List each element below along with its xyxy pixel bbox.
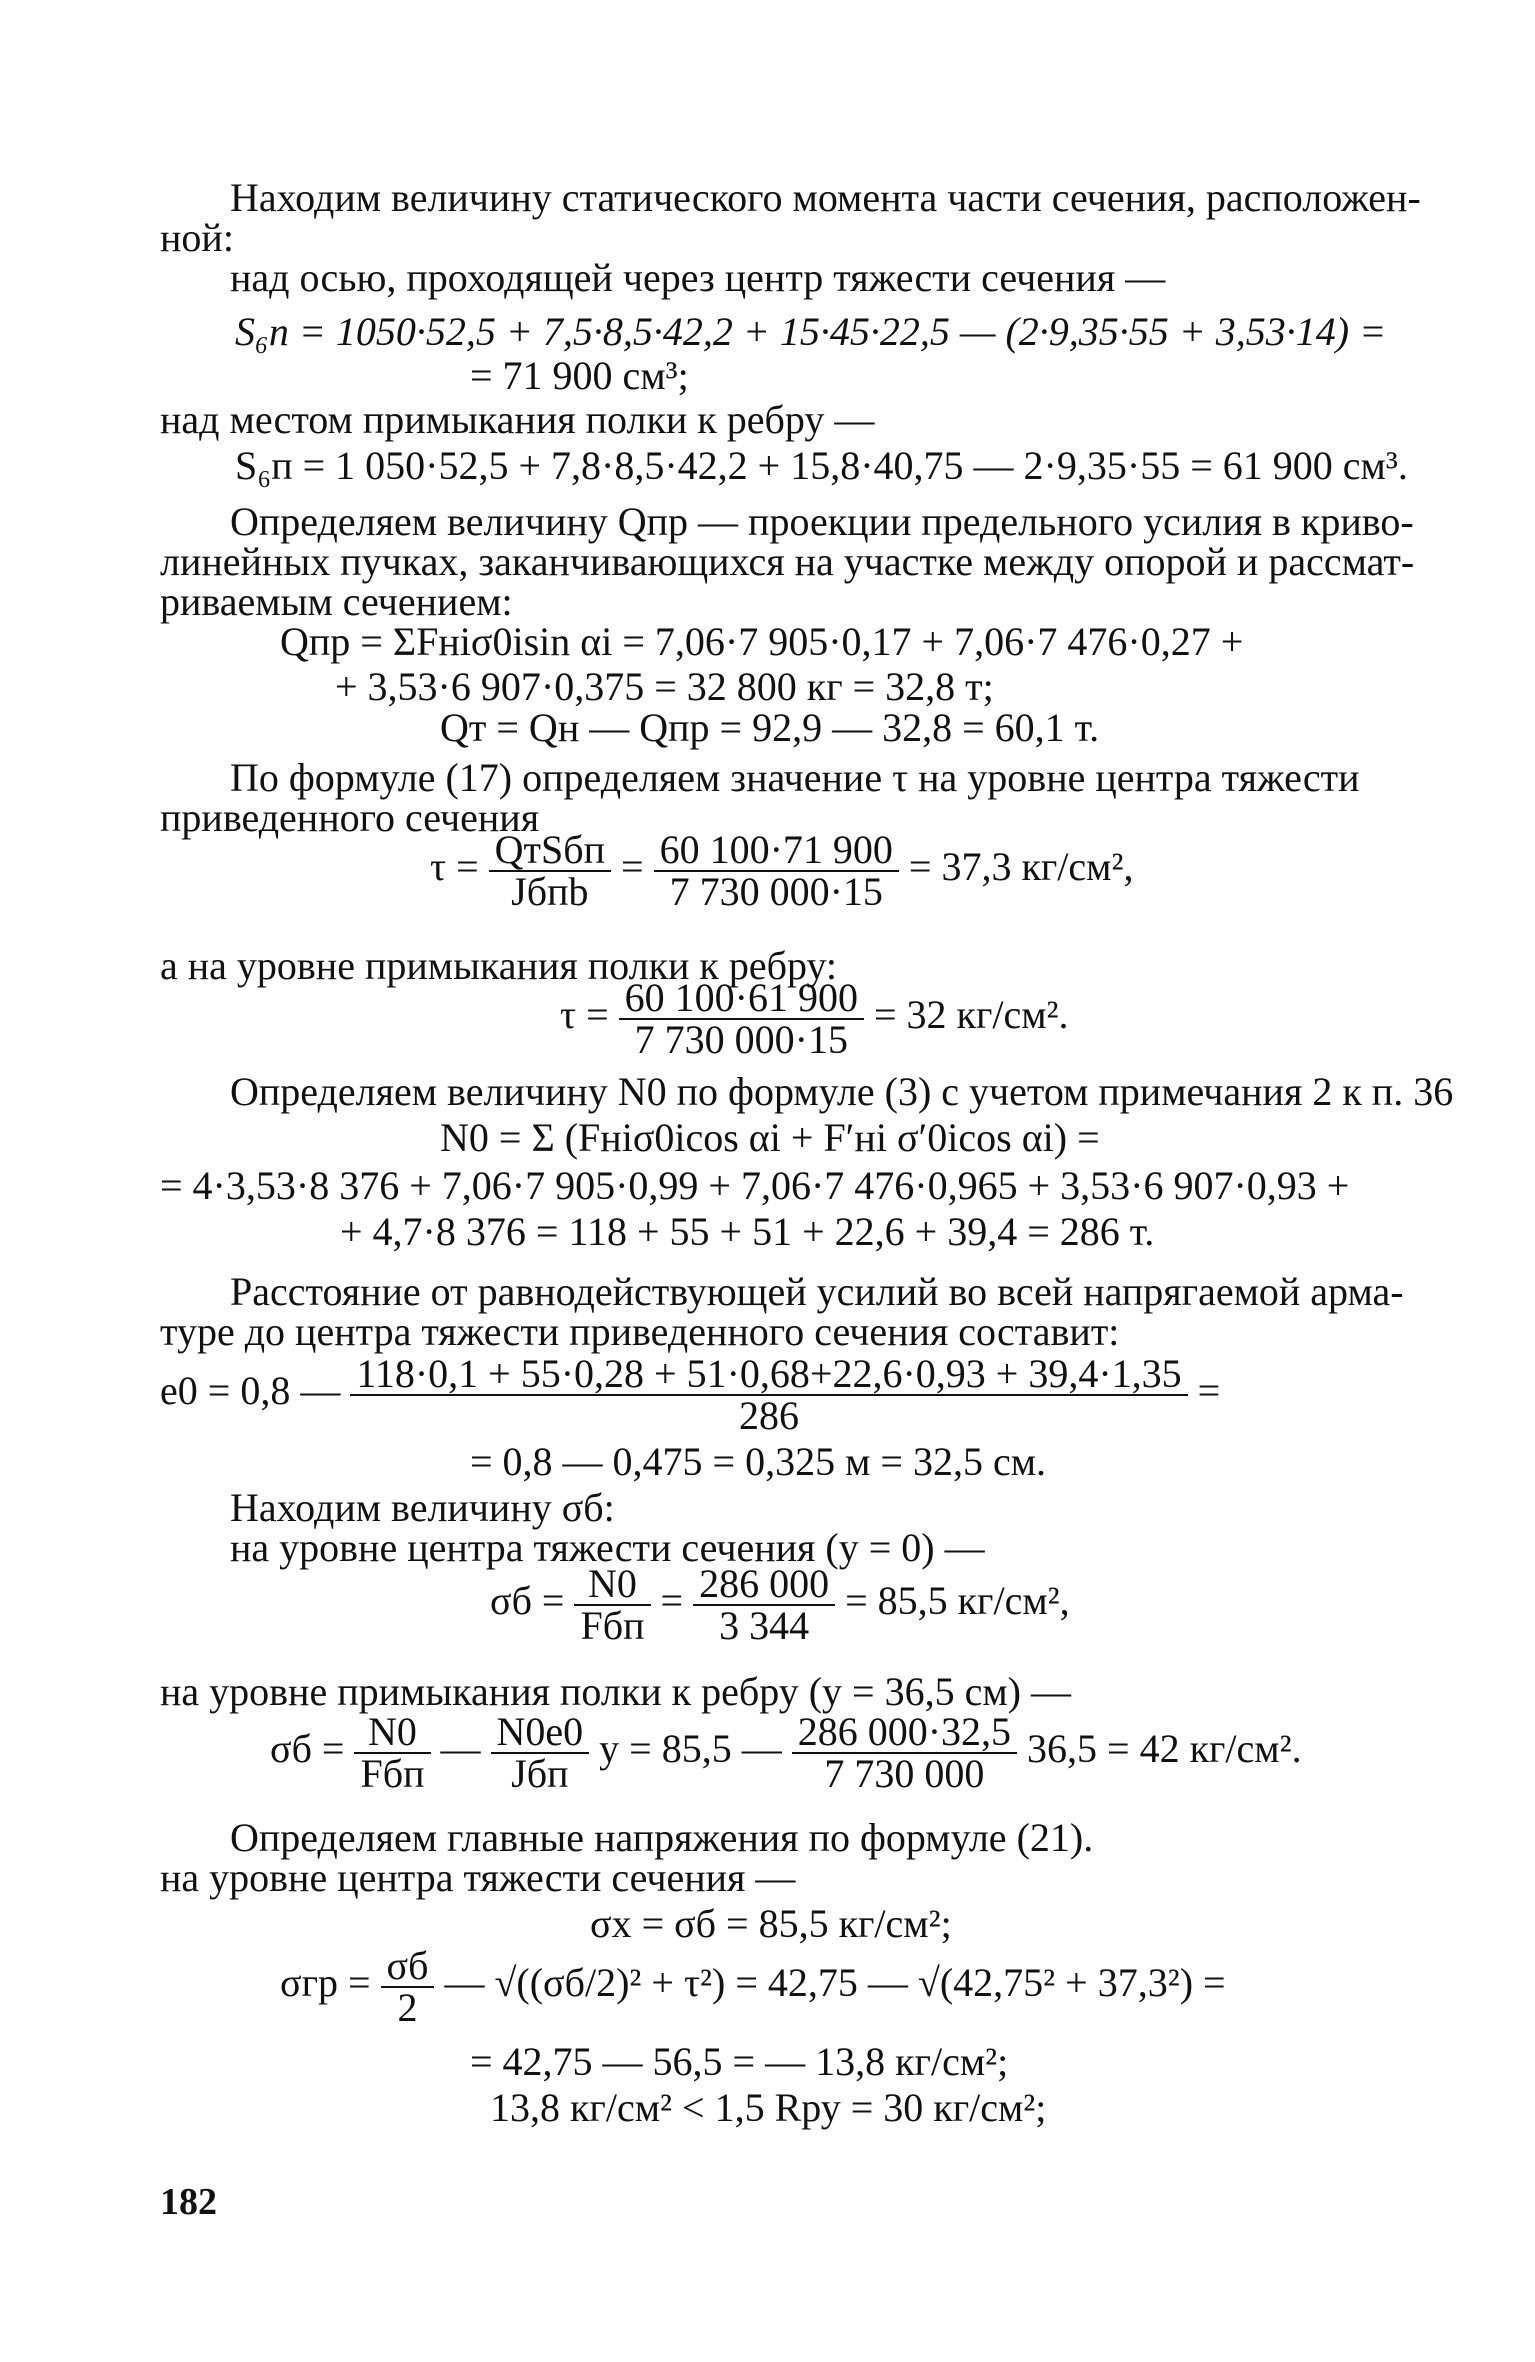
denominator: Fбп [360, 1751, 425, 1796]
eq-lhs: σб = [270, 1726, 345, 1772]
text-line: над местом примыкания полки к ребру — [160, 397, 875, 442]
eq-rhs: = 32 кг/см². [873, 992, 1069, 1038]
eq-minus: — [444, 1960, 485, 2006]
denominator: Fбп [580, 1603, 645, 1648]
sigma-equation-1 [490, 1561, 1070, 1648]
text-line: риваемым сечением: [160, 579, 513, 624]
numerator: 286 000·32,5 [792, 1712, 1017, 1754]
equation-line: S₆п = 1 050·52,5 + 7,8·8,5·42,2 + 15,8·40,75 — 2·9,35·55 = 61 900 см³. [235, 443, 1408, 488]
text-line: Определяем величину Qпр — проекции предельного усилия в криво- [230, 499, 1414, 544]
equation-line: Qпр = ΣFнiσ0isin αi = 7,06·7 905·0,17 + 7,06·7 476·0,27 + [280, 619, 1244, 664]
equation-line: = 4·3,53·8 376 + 7,06·7 905·0,99 + 7,06·7 476·0,965 + 3,53·6 907·0,93 + [160, 1163, 1350, 1208]
text-line: линейных пучках, заканчивающихся на участке между опорой и рассмат- [160, 539, 1415, 584]
eq-rhs: = 85,5 кг/см², [845, 1578, 1070, 1624]
text-line: а на уровне примыкания полки к ребру: [160, 943, 838, 988]
eq-sign: = [621, 844, 644, 890]
fraction [350, 1351, 1187, 1438]
denominator: 7 730 000 [824, 1751, 985, 1796]
text-line: ной: [160, 215, 234, 260]
text-line: приведенного сечения [160, 795, 540, 840]
e0-equation [160, 1351, 1221, 1438]
equation-line: = 42,75 — 56,5 = — 13,8 кг/см²; [470, 2039, 1009, 2084]
sqrt-expression: √((σб/2)² + τ²) [494, 1960, 726, 2006]
denominator: Jбпb [511, 869, 589, 914]
numerator: N0 [354, 1712, 430, 1754]
principal-stress-equation [280, 1943, 1226, 2030]
fraction [619, 975, 864, 1062]
equation-line: σx = σб = 85,5 кг/см²; [590, 1901, 952, 1946]
equation-line: = 71 900 см³; [470, 353, 689, 398]
numerator: σб [381, 1946, 435, 1988]
fraction [491, 1709, 590, 1796]
fraction [354, 1709, 430, 1796]
sigma-equation-2 [270, 1709, 1302, 1796]
equation-line: Qт = Qн — Qпр = 92,9 — 32,8 = 60,1 т. [440, 705, 1100, 750]
tau-equation-1 [430, 827, 1134, 914]
denominator: 2 [397, 1985, 418, 2030]
denominator: 7 730 000·15 [634, 1017, 848, 1062]
numerator: N0e0 [491, 1712, 590, 1754]
fraction [792, 1709, 1017, 1796]
eq-rhs: = [1197, 1368, 1221, 1414]
fraction [574, 1561, 650, 1648]
page-number: 182 [160, 2181, 217, 2223]
equation-line: 13,8 кг/см² < 1,5 Rру = 30 кг/см²; [490, 2085, 1047, 2130]
denominator: 286 [738, 1393, 799, 1438]
equation-line: N0 = Σ (Fнiσ0icos αi + F′нi σ′0icos αi) = [440, 1115, 1100, 1160]
numerator: 60 100·61 900 [619, 978, 864, 1020]
eq-lhs: τ = [430, 844, 479, 890]
eq-mid: y = 85,5 — [599, 1726, 782, 1772]
eq-sign: = [660, 1578, 684, 1624]
eq-lhs: e0 = 0,8 — [160, 1368, 341, 1414]
equation-line: = 0,8 — 0,475 = 0,325 м = 32,5 см. [470, 1439, 1047, 1484]
eq-minus: — [440, 1726, 481, 1772]
tau-equation-2 [560, 975, 1069, 1062]
eq-rhs: 36,5 = 42 кг/см². [1027, 1726, 1302, 1772]
numerator: 60 100·71 900 [654, 830, 899, 872]
eq-lhs: τ = [560, 992, 609, 1038]
fraction [489, 827, 611, 914]
fraction [381, 1943, 435, 2030]
numerator: 118·0,1 + 55·0,28 + 51·0,68+22,6·0,93 + 39,4·1,35 [350, 1354, 1187, 1396]
text-line: Определяем главные напряжения по формуле (21). [230, 1815, 1094, 1860]
fraction [693, 1561, 835, 1648]
numerator: 286 000 [693, 1564, 835, 1606]
text-line: на уровне центра тяжести сечения — [160, 1855, 796, 1900]
text-line: Расстояние от равнодействующей усилий во всей напрягаемой арма- [230, 1269, 1404, 1314]
numerator: N0 [574, 1564, 650, 1606]
equation-line: S₆п = 1050·52,5 + 7,5·8,5·42,2 + 15·45·22,5 — (2·9,35·55 + 3,53·14) = [235, 309, 1387, 354]
eq-lhs: σгр = [280, 1960, 371, 2006]
numerator: QтSбп [489, 830, 611, 872]
equation-line: + 3,53·6 907·0,375 = 32 800 кг = 32,8 т; [335, 664, 994, 709]
text-line: Определяем величину N0 по формуле (3) с учетом примечания 2 к п. 36 [230, 1069, 1454, 1114]
fraction [654, 827, 899, 914]
text-line: По формуле (17) определяем значение τ на уровне центра тяжести [230, 755, 1360, 800]
text-line: Находим величину σб: [230, 1485, 615, 1530]
denominator: 3 344 [719, 1603, 810, 1648]
denominator: Jбп [511, 1751, 569, 1796]
eq-lhs: σб = [490, 1578, 565, 1624]
eq-rhs: = 37,3 кг/см², [908, 844, 1134, 890]
text-line: на уровне центра тяжести сечения (y = 0) — [230, 1525, 985, 1570]
text-line: над осью, проходящей через центр тяжести сечения — [230, 255, 1166, 300]
text-line: Находим величину статического момента части сечения, расположен- [230, 175, 1421, 220]
text-line: туре до центра тяжести приведенного сечения составит: [160, 1309, 1120, 1354]
eq-rhs: = 42,75 — √(42,75² + 37,3²) = [735, 1960, 1226, 2006]
equation-line: + 4,7·8 376 = 118 + 55 + 51 + 22,6 + 39,4 = 286 т. [340, 1209, 1155, 1254]
text-line: на уровне примыкания полки к ребру (y = 36,5 см) — [160, 1669, 1071, 1714]
denominator: 7 730 000·15 [669, 869, 883, 914]
